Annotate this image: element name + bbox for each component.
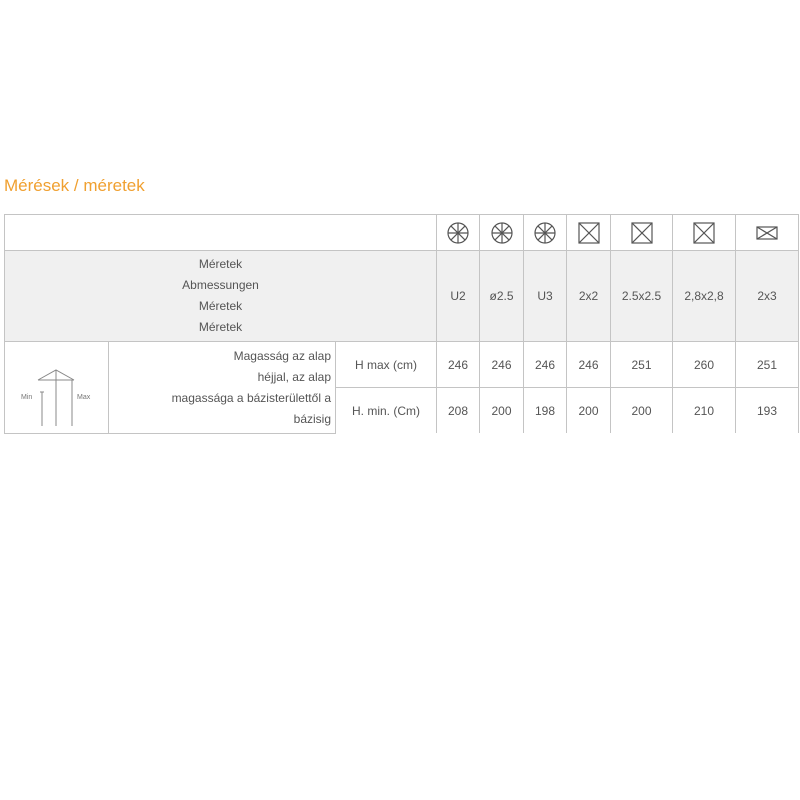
max-label: Max <box>77 394 91 401</box>
hmax-value: 246 <box>480 342 524 388</box>
measurements-table <box>4 214 799 434</box>
dimension-label: Abmessungen <box>182 278 259 292</box>
dimensions-row <box>5 251 799 342</box>
hmax-value: 260 <box>673 342 736 388</box>
hmax-label: H max (cm) <box>336 342 437 388</box>
hmin-value: 208 <box>437 388 480 434</box>
shape-cell-2x2 <box>567 215 611 251</box>
dimension-labels <box>5 251 437 342</box>
hmin-value: 198 <box>524 388 567 434</box>
size-cell: ø2.5 <box>480 251 524 342</box>
size-cell: 2,8x2,8 <box>673 251 736 342</box>
description-line: Magasság az alap <box>233 349 331 363</box>
shape-cell-u2 <box>437 215 480 251</box>
hmin-value: 193 <box>736 388 799 434</box>
shape-cell-2x3 <box>736 215 799 251</box>
hmax-value: 246 <box>437 342 480 388</box>
description-line: bázisig <box>293 412 331 426</box>
hmin-value: 200 <box>480 388 524 434</box>
hmax-value: 246 <box>567 342 611 388</box>
hmin-label: H. min. (Cm) <box>336 388 437 434</box>
hmax-row <box>5 342 799 388</box>
hmax-value: 246 <box>524 342 567 388</box>
description-line: héjjal, az alap <box>257 370 331 384</box>
square-cross-icon <box>630 221 654 245</box>
hmin-value: 200 <box>567 388 611 434</box>
dimension-label: Méretek <box>198 299 243 313</box>
round-8-rib-icon <box>533 221 557 245</box>
size-cell: U2 <box>437 251 480 342</box>
hmin-value: 210 <box>673 388 736 434</box>
umbrella-diagram-cell <box>5 342 109 434</box>
square-cross-icon <box>577 221 601 245</box>
page-title: Mérések / méretek <box>4 176 145 195</box>
dimension-label: Méretek <box>198 257 243 271</box>
shape-cell-25 <box>480 215 524 251</box>
min-label: Min <box>21 394 33 401</box>
size-cell: 2x3 <box>736 251 799 342</box>
square-cross-icon <box>692 221 716 245</box>
height-description <box>109 342 336 434</box>
round-8-rib-icon <box>490 221 514 245</box>
shape-cell-u3 <box>524 215 567 251</box>
size-cell: U3 <box>524 251 567 342</box>
description-line: magassága a bázisterülettől a <box>171 391 331 405</box>
icon-row-spacer <box>5 215 437 251</box>
shape-cell-28x28 <box>673 215 736 251</box>
rectangle-cross-icon <box>755 221 779 245</box>
size-cell: 2.5x2.5 <box>611 251 673 342</box>
dimension-label: Méretek <box>198 320 243 334</box>
hmax-value: 251 <box>736 342 799 388</box>
size-cell: 2x2 <box>567 251 611 342</box>
icon-row <box>5 215 799 251</box>
round-8-rib-icon <box>446 221 470 245</box>
shape-cell-25x25 <box>611 215 673 251</box>
hmax-value: 251 <box>611 342 673 388</box>
hmin-value: 200 <box>611 388 673 434</box>
